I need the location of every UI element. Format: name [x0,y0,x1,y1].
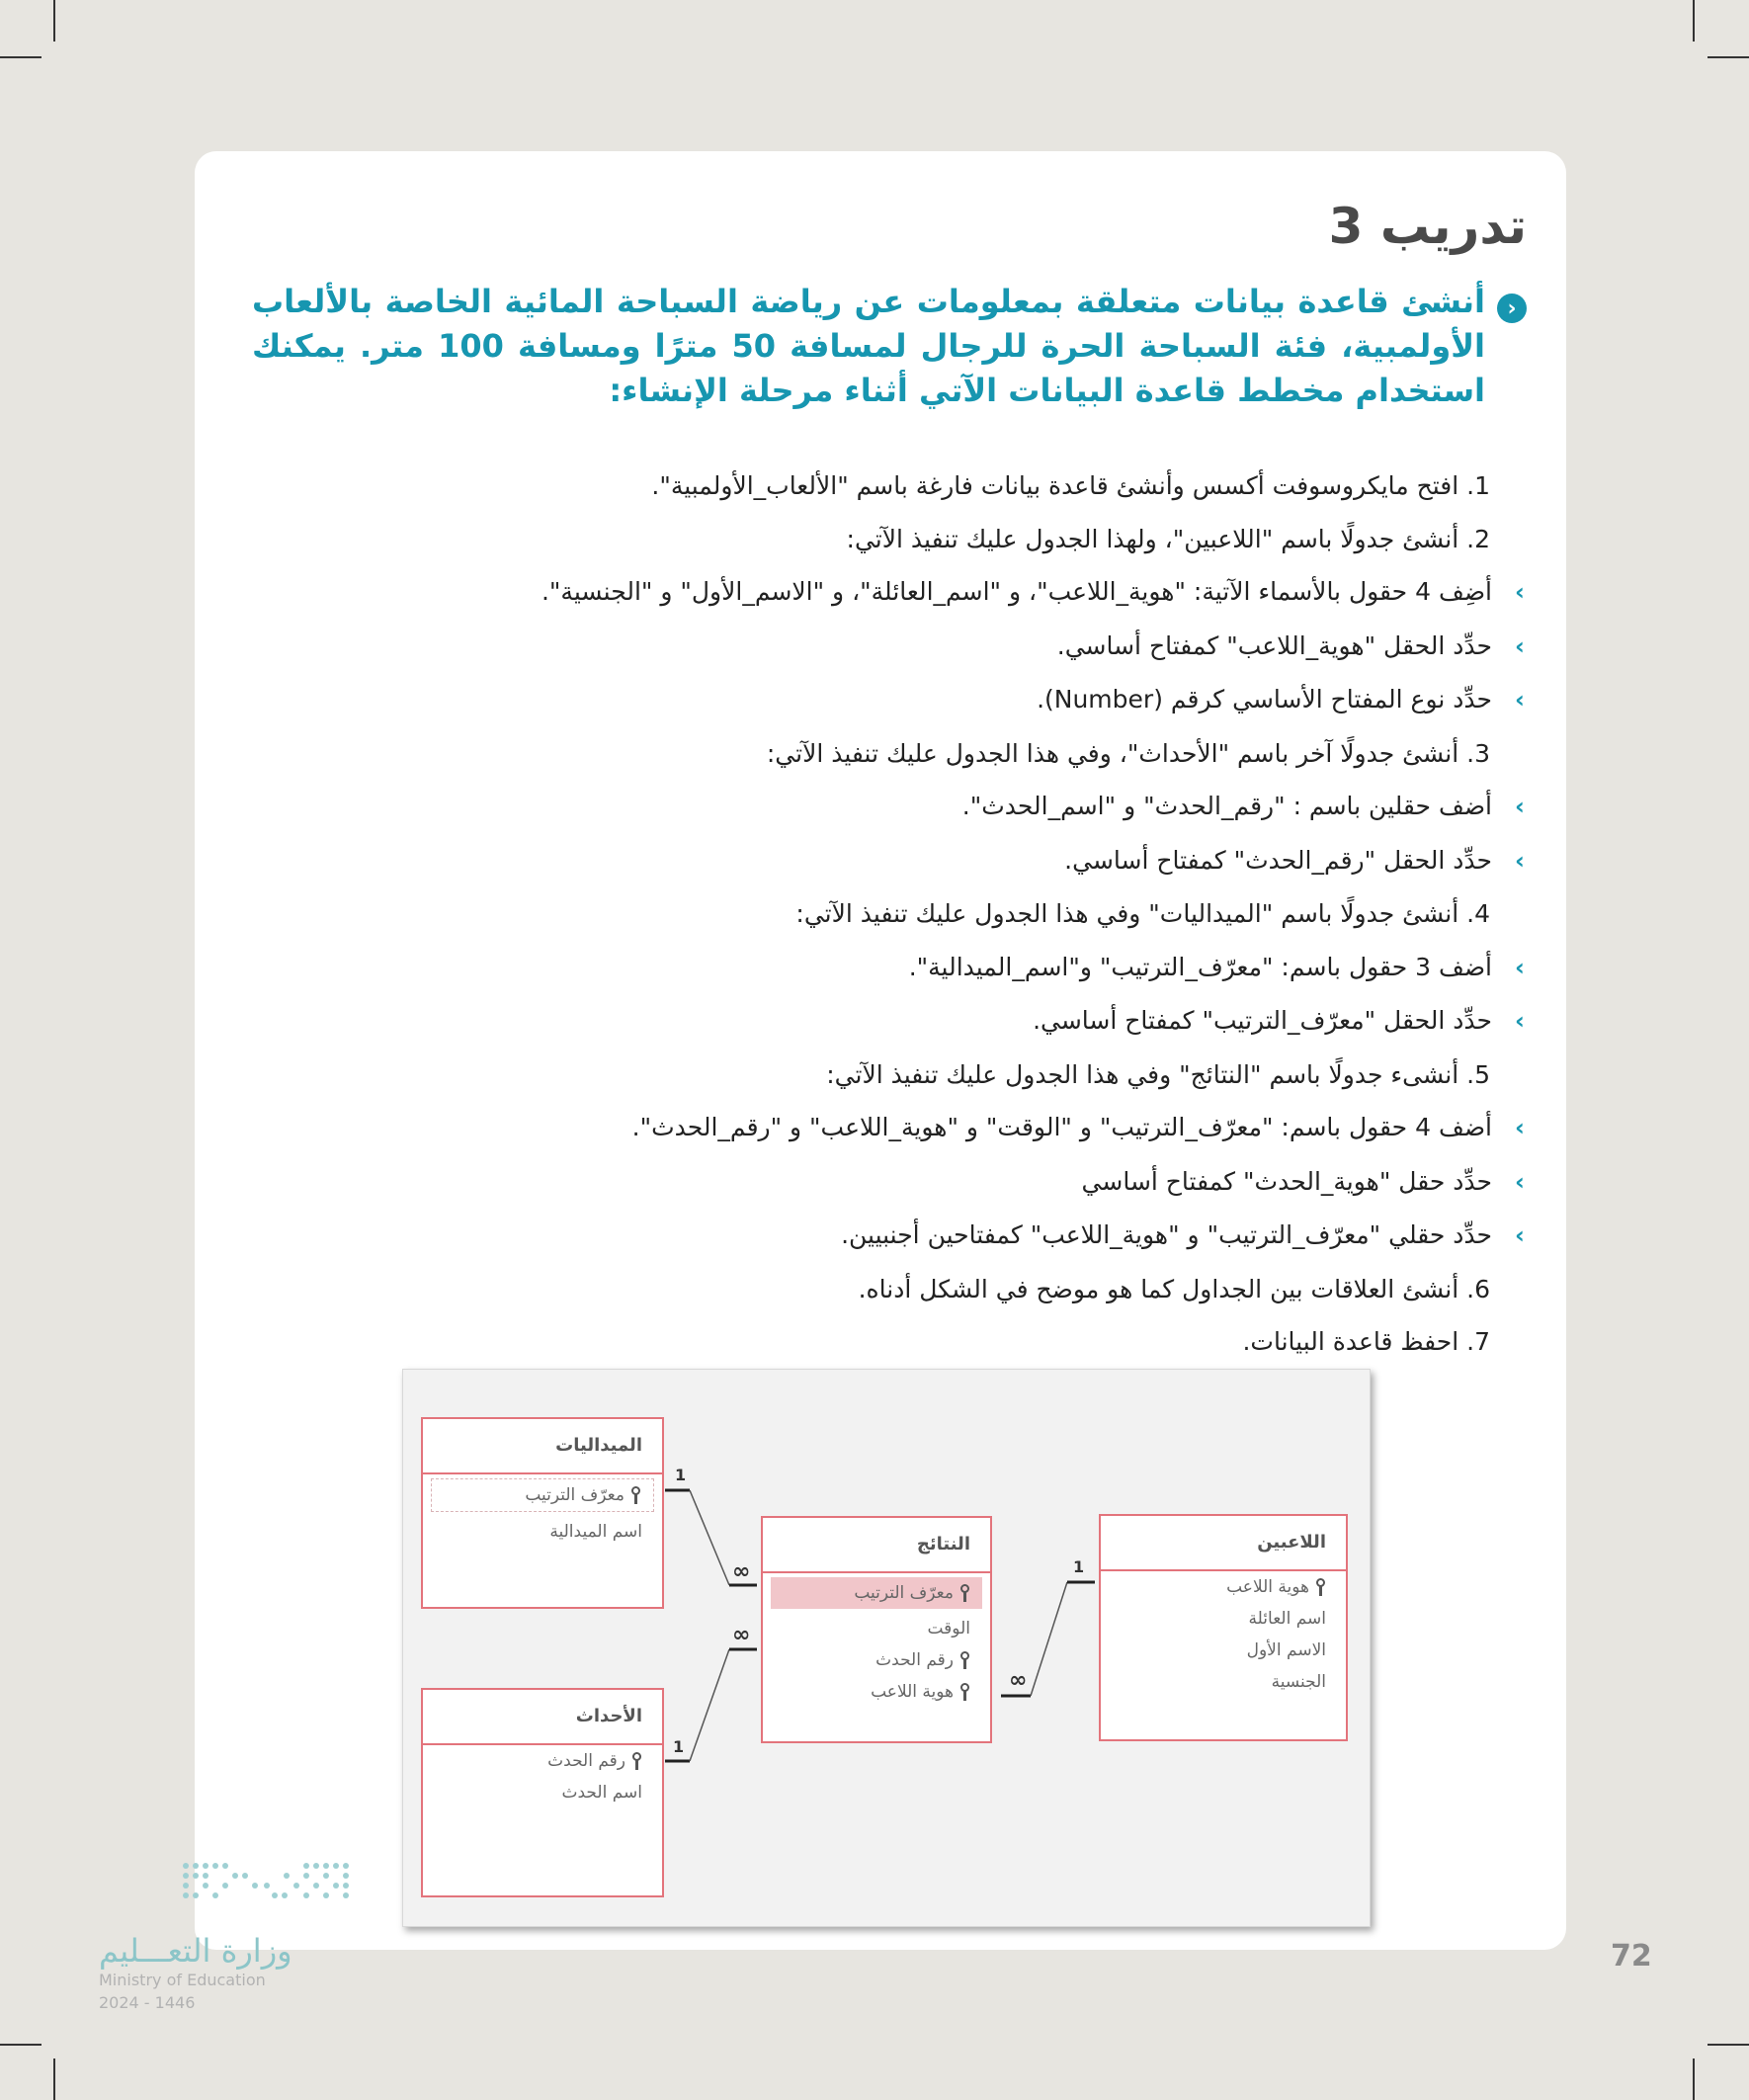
sub-step-text: حدِّد نوع المفتاح الأساسي كرقم (Number). [1037,685,1492,714]
step-4 [265,887,1490,941]
intro-block [252,280,1527,413]
sub-step-text: حدِّد حقل "هوية_الحدث" كمفتاح أساسي [1081,1166,1492,1196]
field-name: هوية اللاعب [871,1682,954,1702]
ministry-name-en: Ministry of Education [99,1971,266,1989]
field-name: رقم الحدث [875,1650,954,1670]
crop-mark [1707,2044,1749,2046]
step-6 [265,1263,1490,1316]
crop-mark [0,2044,42,2046]
many-label: ∞ [732,1559,751,1584]
sub-step [265,1155,1532,1210]
one-label: 1 [673,1737,685,1756]
sub-step-text: حدِّد الحقل "معرّف_الترتيب" كمفتاح أساسي. [1033,1006,1492,1035]
chevron-left-icon: › [1515,1114,1525,1141]
relationship-line [690,1649,729,1761]
table-results[interactable] [761,1516,992,1743]
chevron-left-icon: › [1515,1007,1525,1035]
sub-step [265,941,1532,995]
table-field [1101,1603,1346,1635]
crop-mark [53,2058,55,2100]
sub-step-text: أضف 3 حقول باسم: "معرّف_الترتيب" و"اسم_الميدالية". [908,952,1492,981]
field-name: الجنسية [1271,1672,1326,1692]
table-medals[interactable] [421,1417,664,1609]
sub-step [265,834,1532,888]
table-field [423,1745,662,1777]
step-text: 6. أنشئ العلاقات بين الجداول كما هو موضح في الشكل أدناه. [858,1274,1490,1303]
table-field [431,1478,654,1512]
chevron-left-icon: › [1515,846,1525,875]
steps-list [265,460,1525,1369]
key-icon [958,1651,970,1669]
key-icon [630,1752,642,1770]
step-2 [265,513,1490,566]
relationships-diagram [402,1369,1371,1927]
field-name: الاسم الأول [1246,1640,1326,1660]
field-name: معرّف الترتيب [525,1485,625,1505]
sub-step [265,673,1532,727]
page-number: 72 [1611,1939,1652,1974]
crop-mark [53,0,55,42]
key-icon [629,1486,641,1504]
sub-step [265,1101,1532,1155]
table-field [1101,1571,1346,1603]
key-icon [1314,1578,1326,1596]
chevron-left-circle-icon: ‹ [1497,294,1527,323]
step-7 [265,1315,1490,1369]
field-name: رقم الحدث [547,1751,625,1771]
key-icon [958,1683,970,1701]
step-text: 1. افتح مايكروسوفت أكسس وأنشئ قاعدة بيانات فارغة باسم "الألعاب_الأولمبية". [651,471,1490,500]
chevron-left-icon: › [1515,1167,1525,1196]
relationship-line [1031,1582,1067,1696]
intro-text: أنشئ قاعدة بيانات متعلقة بمعلومات عن رياضة السباحة المائية الخاصة بالألعاب الأولمبية، فئة السباحة الحرة للرجال لمسافة 50 مترًا ومسافة 100 متر. يمكنك استخدام مخطط قاعدة البيانات الآتي أثناء مرحلة الإنشاء: [252,283,1486,409]
field-name: هوية اللاعب [1226,1577,1309,1597]
table-field [763,1644,990,1676]
crop-mark [0,56,42,58]
sub-step [265,565,1532,620]
table-players[interactable] [1099,1514,1348,1741]
field-name: معرّف الترتيب [854,1583,954,1603]
one-label: 1 [675,1466,687,1484]
page-title: تدريب 3 [1328,198,1527,255]
table-field-selected [771,1577,982,1609]
many-label: ∞ [1009,1668,1028,1693]
table-title: الميداليات [423,1419,662,1474]
table-title: الأحداث [423,1690,662,1745]
field-name: الوقت [927,1619,970,1638]
step-text: 4. أنشئ جدولًا باسم "الميداليات" وفي هذا الجدول عليك تنفيذ الآتي: [795,899,1490,928]
sub-step [265,780,1532,834]
ministry-name-ar: وزارة التعـــليم [99,1932,292,1970]
one-label: 1 [1073,1557,1085,1576]
table-field [1101,1635,1346,1666]
crop-mark [1707,56,1749,58]
step-1 [265,460,1490,513]
edition-year: 2024 - 1446 [99,1993,196,2012]
sub-step-text: حدِّد حقلي "معرّف_الترتيب" و "هوية_اللاعب" كمفتاحين أجنبيين. [841,1220,1492,1249]
chevron-left-icon: › [1515,1221,1525,1249]
sub-step [265,994,1532,1049]
many-label: ∞ [732,1623,751,1647]
sub-step-text: حدِّد الحقل "هوية_اللاعب" كمفتاح أساسي. [1056,630,1492,660]
sub-step [265,620,1532,674]
field-name: اسم الحدث [561,1783,642,1803]
table-field [423,1516,662,1548]
step-text: 7. احفظ قاعدة البيانات. [1242,1327,1490,1356]
chevron-left-icon: › [1515,686,1525,714]
chevron-left-icon: › [1515,631,1525,660]
step-text: 2. أنشئ جدولًا باسم "اللاعبين"، ولهذا الجدول عليك تنفيذ الآتي: [846,524,1490,553]
field-name: اسم الميدالية [549,1522,642,1542]
chevron-left-icon: › [1515,953,1525,981]
crop-mark [1693,2058,1695,2100]
sub-step-text: أضف 4 حقول باسم: "معرّف_الترتيب" و "الوقت" و "هوية_اللاعب" و "رقم_الحدث". [631,1113,1492,1141]
sub-step-text: حدِّد الحقل "رقم_الحدث" كمفتاح أساسي. [1064,845,1492,875]
relationship-line [690,1490,729,1585]
key-icon [958,1584,970,1602]
sub-step [265,1209,1532,1263]
table-title: النتائج [763,1518,990,1573]
table-field [423,1777,662,1808]
table-events[interactable] [421,1688,664,1897]
table-field [763,1613,990,1644]
table-field [1101,1666,1346,1698]
field-name: اسم العائلة [1248,1609,1326,1629]
step-3 [265,727,1490,781]
table-title: اللاعبين [1101,1516,1346,1571]
sub-step-text: أضِف 4 حقول بالأسماء الآتية: "هوية_اللاعب"، و "اسم_العائلة"، و "الاسم_الأول" و "الجنسية". [541,577,1492,606]
chevron-left-icon: › [1515,793,1525,820]
step-text: 3. أنشئ جدولًا آخر باسم "الأحداث"، وفي هذا الجدول عليك تنفيذ الآتي: [766,738,1490,768]
step-text: 5. أنشىء جدولًا باسم "النتائج" وفي هذا الجدول عليك تنفيذ الآتي: [826,1059,1490,1089]
ministry-logo-icon [99,1860,351,1919]
step-5 [265,1049,1490,1102]
chevron-left-icon: › [1515,578,1525,606]
sub-step-text: أضف حقلين باسم : "رقم_الحدث" و "اسم_الحدث". [961,792,1492,820]
table-field [763,1676,990,1708]
crop-mark [1693,0,1695,42]
